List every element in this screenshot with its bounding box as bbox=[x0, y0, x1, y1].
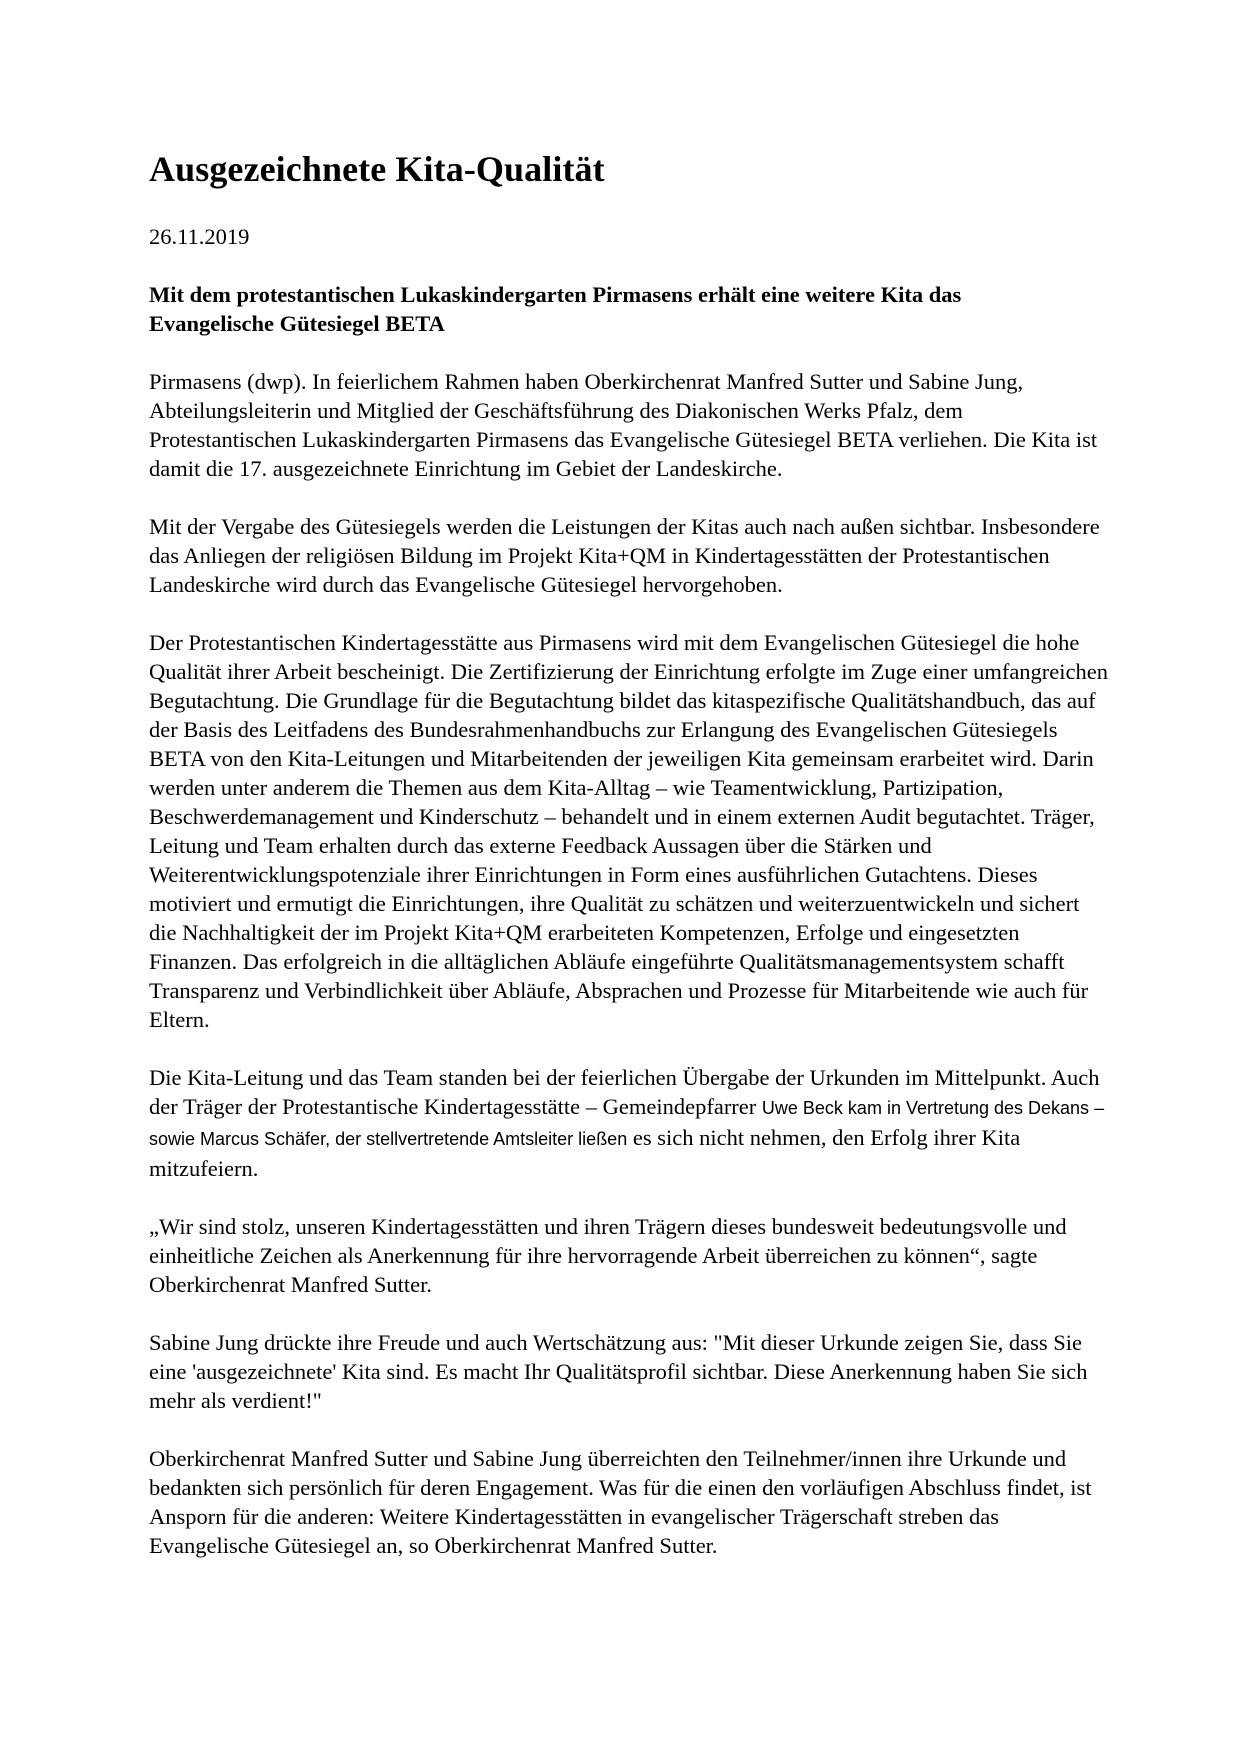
paragraph-4 bbox=[149, 1063, 1109, 1183]
paragraph-5: „Wir sind stolz, unseren Kindertagesstätten und ihren Trägern dieses bundesweit bedeutungsvolle und einheitliche Zeichen als Anerkennung für ihre hervorragende Arbeit überreichen zu können“, sagte Oberkirchenrat Manfred Sutter. bbox=[149, 1214, 1067, 1297]
article-subtitle: Mit dem protestantischen Lukaskindergarten Pirmasens erhält eine weitere Kita das Evangelische Gütesiegel BETA bbox=[149, 282, 962, 336]
article-date: 26.11.2019 bbox=[149, 224, 250, 249]
paragraph-3: Der Protestantischen Kindertagesstätte aus Pirmasens wird mit dem Evangelischen Gütesiegel die hohe Qualität ihrer Arbeit bescheinigt. Die Zertifizierung der Einrichtung erfolgte im Zuge einer umfangreichen Begutachtung. Die Grundlage für die Begutachtung bildet das kitaspezifische Qualitätshandbuch, das auf der Basis des Leitfadens des Bundesrahmenhandbuchs zur Erlangung des Evangelischen Gütesiegels BETA von den Kita-Leitungen und Mitarbeitenden der jeweiligen Kita gemeinsam erarbeitet wird. Darin werden unter anderem die Themen aus dem Kita-Alltag – wie Teamentwicklung, Partizipation, Beschwerdemanagement und Kinderschutz – behandelt und in einem externen Audit begutachtet. Träger, Leitung und Team erhalten durch das externe Feedback Aussagen über die Stärken und Weiterentwicklungspotenziale ihrer Einrichtungen in Form eines ausführlichen Gutachtens. Dieses motiviert und ermutigt die Einrichtungen, ihre Qualität zu schätzen und weiterzuentwickeln und sichert die Nachhaltigkeit der im Projekt Kita+QM erarbeiteten Kompetenzen, Erfolge und eingesetzten Finanzen. Das erfolgreich in die alltäglichen Abläufe eingeführte Qualitätsmanagementsystem schafft Transparenz und Verbindlichkeit über Abläufe, Absprachen und Prozesse für Mitarbeitende wie auch für Eltern. bbox=[149, 630, 1109, 1032]
paragraph-1: Pirmasens (dwp). In feierlichem Rahmen haben Oberkirchenrat Manfred Sutter und Sabine Jung, Abteilungsleiterin und Mitglied der Geschäftsführung des Diakonischen Werks Pfalz, dem Protestantischen Lukaskindergarten Pirmasens das Evangelische Gütesiegel BETA verliehen. Die Kita ist damit die 17. ausgezeichnete Einrichtung im Gebiet der Landeskirche. bbox=[149, 369, 1098, 481]
paragraph-6: Sabine Jung drückte ihre Freude und auch Wertschätzung aus: "Mit dieser Urkunde zeigen Sie, dass Sie eine 'ausgezeichnete' Kita sind. Es macht Ihr Qualitätsprofil sichtbar. Diese Anerkennung haben Sie sich mehr als verdient!" bbox=[149, 1330, 1088, 1413]
paragraph-4-part-1: Die Kita-Leitung und das Team standen bei der feierlichen Übergabe der Urkunden im Mittelpunkt. Auch der Träger der Protestantische Kindertagesstätte – Gemeindepfarrer bbox=[149, 1065, 1100, 1119]
paragraph-7: Oberkirchenrat Manfred Sutter und Sabine Jung überreichten den Teilnehmer/innen ihre Urkunde und bedankten sich persönlich für deren Engagement. Was für die einen den vorläufigen Abschluss findet, ist Ansporn für die anderen: Weitere Kindertagesstätten in evangelischer Trägerschaft streben das Evangelische Gütesiegel an, so Oberkirchenrat Manfred Sutter. bbox=[149, 1446, 1092, 1558]
paragraph-2: Mit der Vergabe des Gütesiegels werden die Leistungen der Kitas auch nach außen sichtbar. Insbesondere das Anliegen der religiösen Bildung im Projekt Kita+QM in Kindertagesstätten der Protestantischen Landeskirche wird durch das Evangelische Gütesiegel hervorgehoben. bbox=[149, 514, 1100, 597]
paragraph-4-part-3: es sich nicht nehmen, den Erfolg ihrer Kita mitzufeiern. bbox=[149, 1125, 1021, 1181]
paragraph-4-part-2: Uwe Beck kam in Vertretung des Dekans – sowie Marcus Schäfer, der stellvertretende Amtsleiter ließen bbox=[149, 1098, 1105, 1149]
document-page bbox=[149, 146, 1109, 1560]
article-title: Ausgezeichnete Kita-Qualität bbox=[149, 149, 605, 189]
